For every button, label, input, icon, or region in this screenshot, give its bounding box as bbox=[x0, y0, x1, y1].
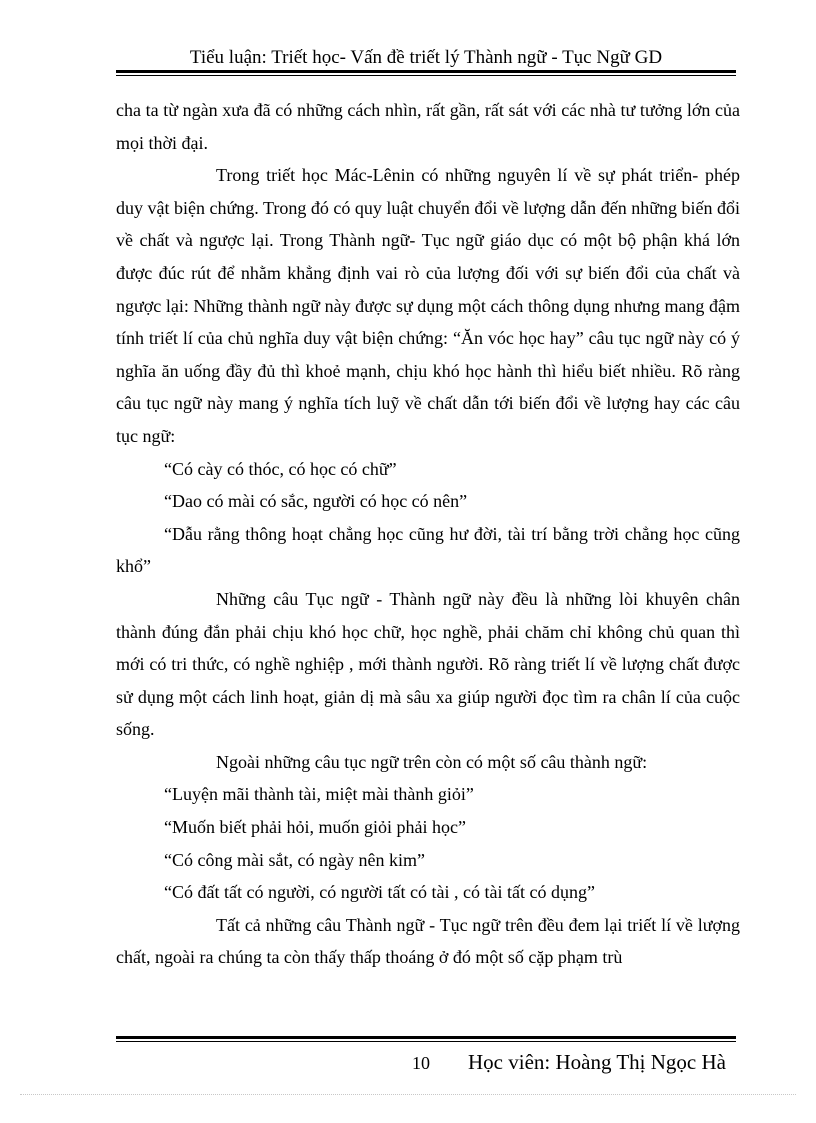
paragraph-3: “Dẫu rằng thông hoạt chẳng học cũng hư đời, tài trí bằng trời chẳng học cũng khổ” bbox=[116, 523, 740, 577]
quote-5: “Có công mài sắt, có ngày nên kim” bbox=[164, 849, 425, 870]
page-header-title: Tiểu luận: Triết học- Vấn đề triết lý Thành ngữ - Tục Ngữ GD bbox=[189, 47, 663, 68]
header-rule-thin bbox=[116, 75, 736, 76]
paragraph-6: Tất cả những câu Thành ngữ - Tục ngữ trên đều đem lại triết lí về lượng chất, ngoài ra chúng ta còn thấy thấp thoáng ở đó một số cặp phạm trù bbox=[116, 914, 740, 968]
paragraph-4: Những câu Tục ngữ - Thành ngữ này đều là những lòi khuyên chân thành đúng đắn phải chịu khó học chữ, học nghề, phải chăm chỉ không chủ quan thì mới có tri thức, có nghề nghiệp , mới thành người. Rõ ràng triết lí về lượng chất được sử dụng một cách linh hoạt, giản dị mà sâu xa giúp người đọc tìm ra chân lí của cuộc sống. bbox=[116, 588, 740, 740]
page-edge-divider bbox=[20, 1094, 796, 1095]
footer-rule-thick bbox=[116, 1036, 736, 1039]
quote-6: “Có đất tất có người, có người tất có tài , có tài tất có dụng” bbox=[164, 882, 595, 903]
document-body bbox=[116, 94, 740, 974]
quote-1: “Có cày có thóc, có học có chữ” bbox=[164, 458, 397, 479]
page-number: 10 bbox=[412, 1053, 430, 1073]
header-rule-thick bbox=[116, 70, 736, 73]
paragraph-2: Trong triết học Mác-Lênin có những nguyên lí về sự phát triển- phép duy vật biện chứng. Trong đó có quy luật chuyển đổi về lượng dẫn đến những biến đổi về chất và ngược lại. Trong Thành ngữ- Tục ngữ giáo dục có một bộ phận khá lớn được đúc rút để nhằm khẳng định vai rò của lượng đối với sự biến đổi của chất và ngược lại: Những thành ngữ này được sự dụng một cách thông dụng nhưng mang đậm tính triết lí của chủ nghĩa duy vật biện chứng: “Ăn vóc học hay” câu tục ngữ này có ý nghĩa ăn uống đầy đủ thì khoẻ mạnh, chịu khó học hành thì hiểu biết nhiều. Rõ ràng câu tục ngữ này mang ý nghĩa tích luỹ về chất dẫn tới biến đổi về lượng hay các câu tục ngữ: bbox=[116, 165, 740, 446]
quote-2: “Dao có mài có sắc, người có học có nên” bbox=[164, 491, 468, 512]
paragraph-1: cha ta từ ngàn xưa đã có những cách nhìn, rất gần, rất sát với các nhà tư tưởng lớn của mọi thời đại. bbox=[116, 100, 740, 153]
paragraph-5: Ngoài những câu tục ngữ trên còn có một số câu thành ngữ: bbox=[216, 751, 648, 772]
footer-rule-thin bbox=[116, 1041, 736, 1042]
quote-4: “Muốn biết phải hỏi, muốn giỏi phải học” bbox=[164, 817, 466, 838]
footer-author: Học viên: Hoàng Thị Ngọc Hà bbox=[468, 1050, 726, 1074]
quote-3: “Luyện mãi thành tài, miệt mài thành giỏi” bbox=[164, 784, 474, 805]
